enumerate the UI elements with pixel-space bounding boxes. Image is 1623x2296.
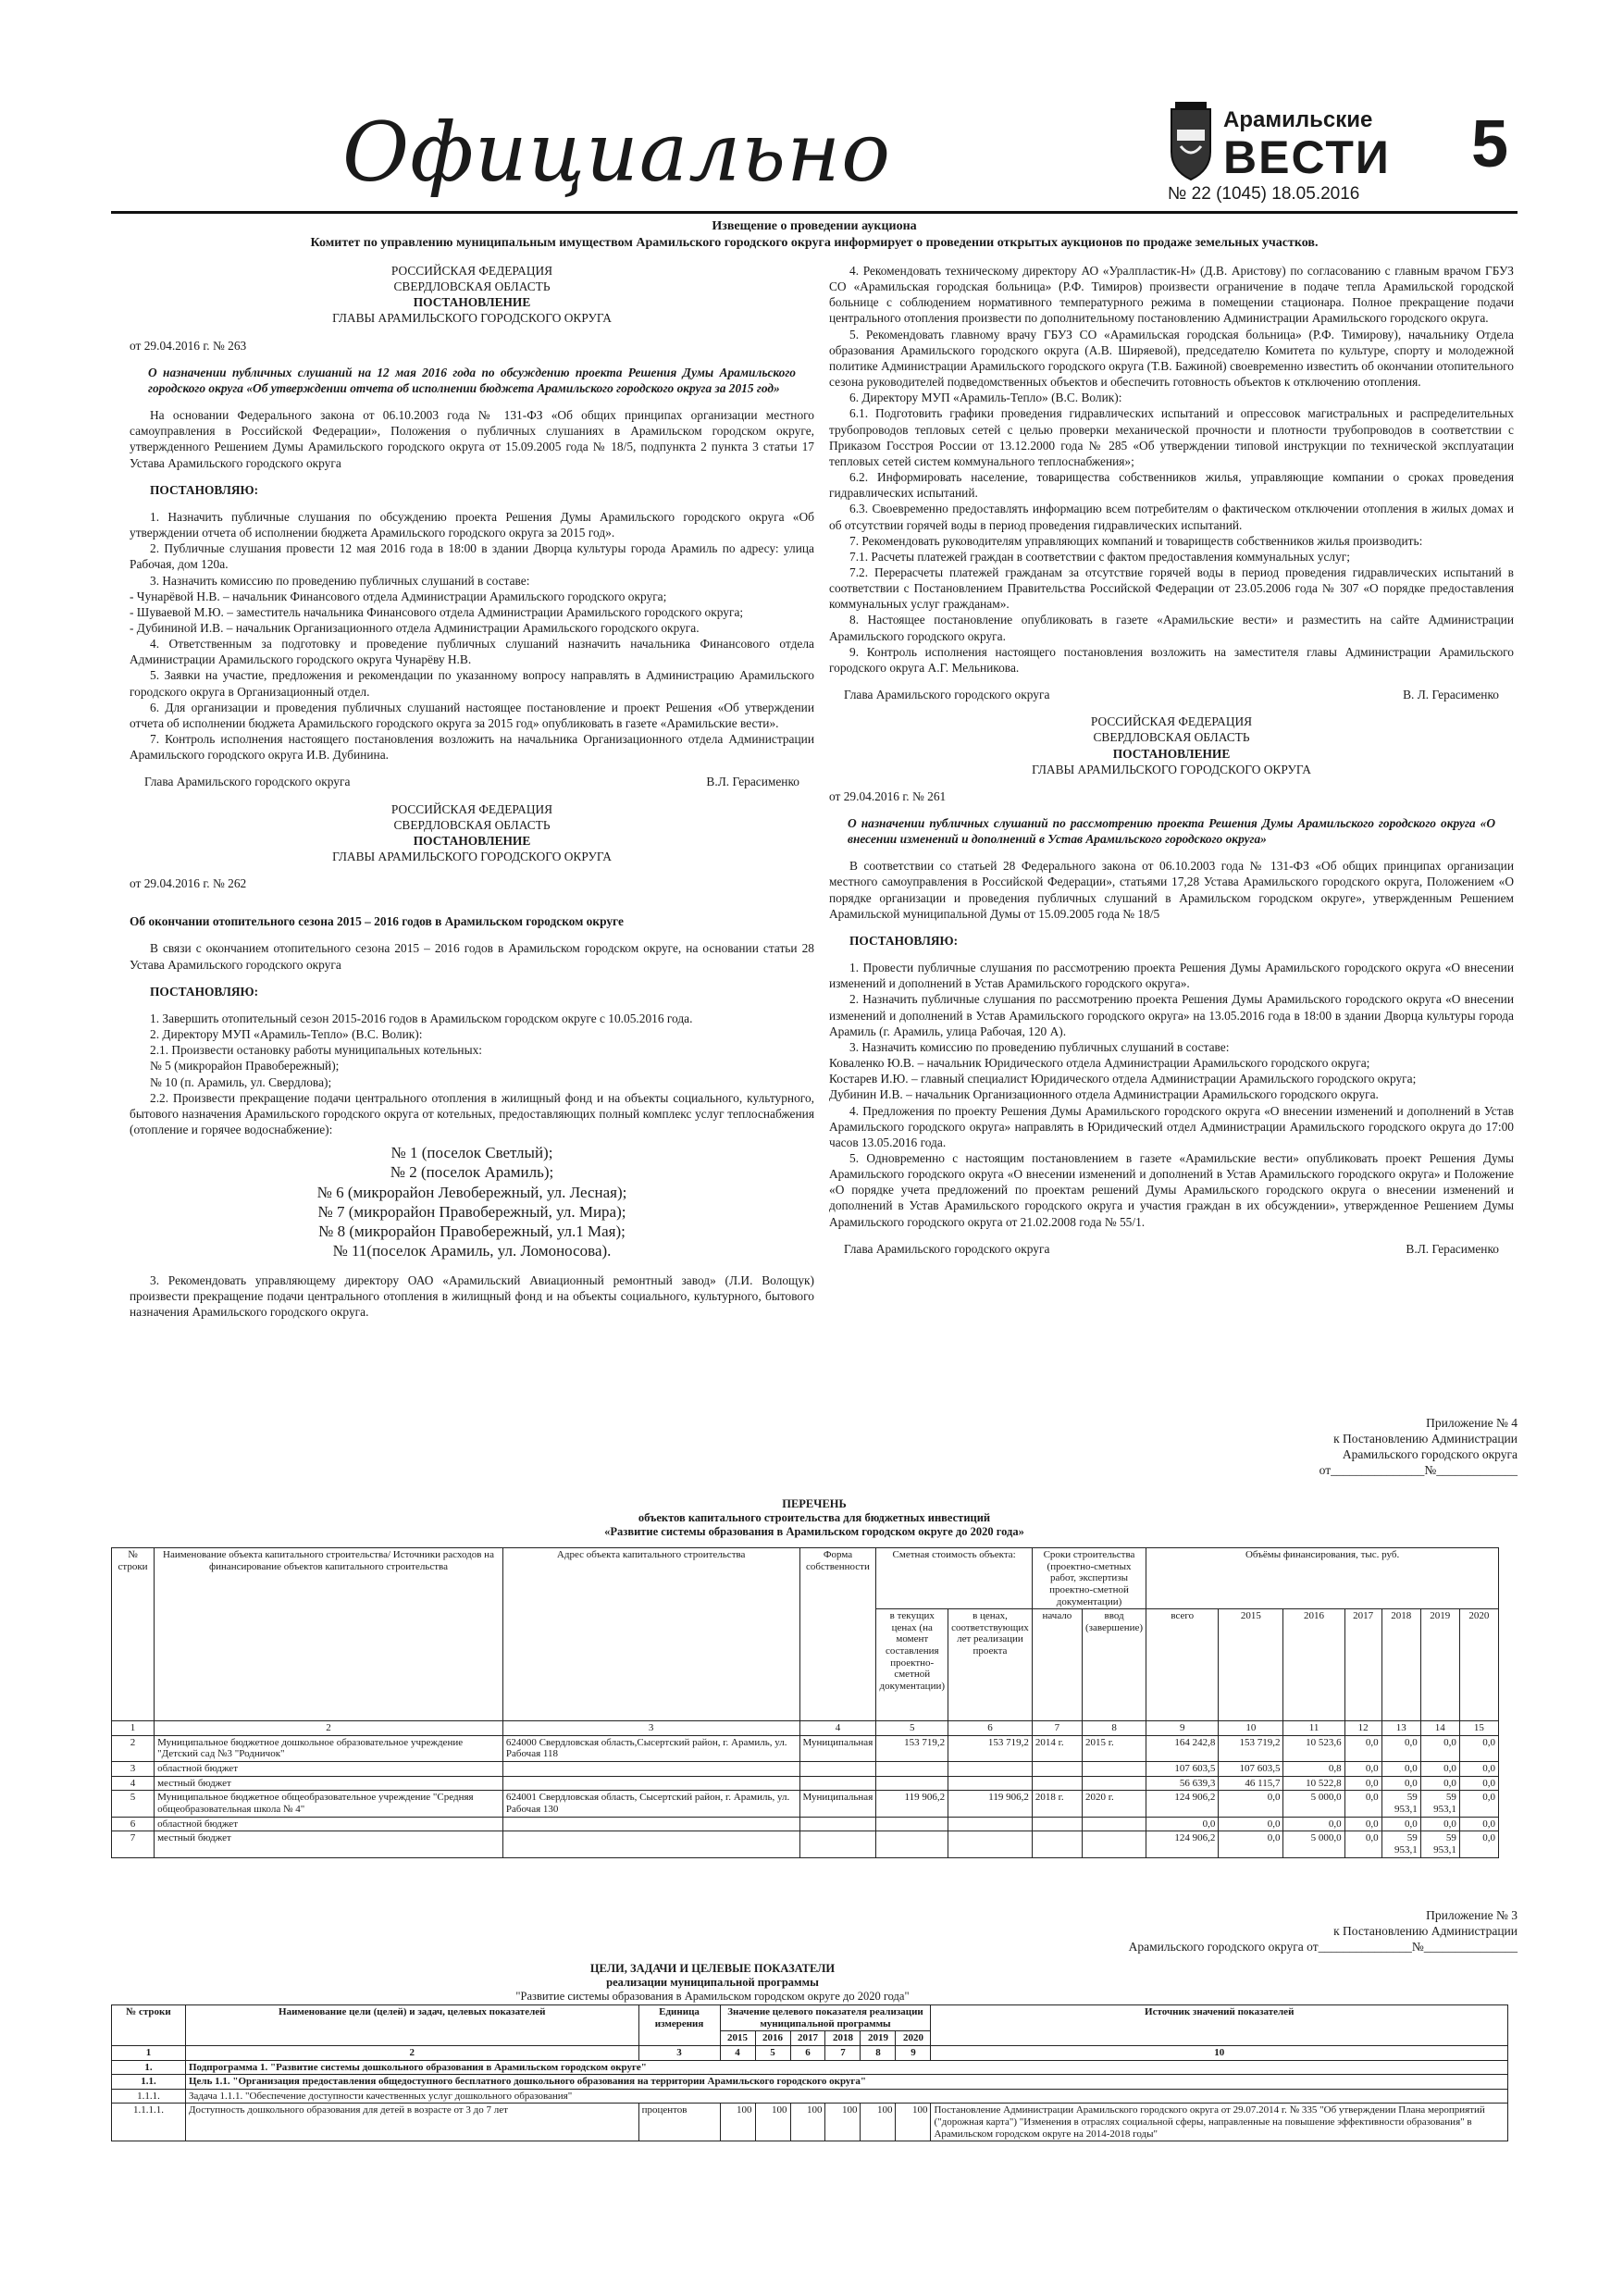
appendix-line: к Постановлению Администрации [1333,1431,1518,1446]
doc-item: 3. Назначить комиссию по проведению публичных слушаний в составе: [849,1039,1230,1054]
doc-item: 6.2. Информировать население, товарищества собственников жилья, управляющие компании о сроках проведения гидравлических испытаний. [829,470,1514,501]
signature-title: Глава Арамильского городского округа [844,1241,1050,1256]
column-number-row [112,1721,1499,1736]
boiler-item: № 6 (микрорайон Левобережный, ул. Лесная); [316,1183,627,1201]
doc-type-heading: ПОСТАНОВЛЕНИЕ [413,295,531,310]
col-header: Сметная стоимость объекта: [876,1548,1032,1609]
signature-title: Глава Арамильского городского округа [844,688,1050,702]
doc-item: 7. Рекомендовать руководителям управляющих компаний и товариществ собственников жилья производить: [849,533,1423,548]
table-cell: 0,0 [1219,1817,1283,1831]
doc-item: 7.2. Перерасчеты платежей гражданам за отсутствие горячей воды в период проведения гидравлических испытаний в соответствии с Постановлением Правительства Российской Федерации от 23.05.2006 года № 307 «О порядке предоставления коммунальных услуг гражданам». [829,565,1514,612]
table-cell [1082,1776,1146,1791]
table-cell: 107 603,5 [1219,1762,1283,1777]
col-number: 10 [931,2045,1508,2060]
table-title: ПЕРЕЧЕНЬ [782,1497,847,1510]
issuer-heading: ГЛАВЫ АРАМИЛЬСКОГО ГОРОДСКОГО ОКРУГА [332,850,612,863]
row-number: 1. [112,2060,186,2075]
table-cell [876,1817,948,1831]
table-cell: 10 523,6 [1283,1735,1344,1761]
row-number: 1.1.1.1. [112,2104,186,2141]
country-heading: РОССИЙСКАЯ ФЕДЕРАЦИЯ [390,264,553,278]
doc-262-header [130,801,814,865]
indicator-value: 100 [755,2104,790,2141]
table-cell: Муниципальная [799,1735,876,1761]
table-row [112,2060,1508,2075]
table-cell: 124 906,2 [1146,1831,1219,1857]
appendix-line: Арамильского городского округа [1342,1446,1518,1461]
table-cell: 0,0 [1420,1735,1459,1761]
region-heading: СВЕРДЛОВСКАЯ ОБЛАСТЬ [393,279,551,294]
row-number: 1.1. [112,2075,186,2090]
doc-item: 6.1. Подготовить графики проведения гидравлических испытаний и опрессовок магистральных и распределительных трубопроводов тепловых сетей с целью проверки механической прочности и плотности трубопроводов в соответствии с Приказом Госстроя России от 13.12.2000 года № 285 «Об утверждении типовой инструкции по технической эксплуатации тепловых сетей систем коммунального теплоснабжения»; [829,406,1514,468]
col-header: 2015 [720,2031,755,2046]
doc-type-heading: ПОСТАНОВЛЕНИЕ [413,833,531,848]
col-number: 5 [876,1721,948,1736]
col-number: 4 [799,1721,876,1736]
doc-preamble: В соответствии со статьей 28 Федерального закона от 06.10.2003 года № 131-ФЗ «Об общих принципах организации местного самоуправления в Российской Федерации», статьями 17,28 Устава Арамильского городского округа, Положением «О порядке организации и проведения публичных слушаний в Арамильском городском округе», утвержденным Решением Арамильской муниципальной Думы от 15.09.2005 года № 18/5 [829,859,1514,921]
table-cell: 153 719,2 [876,1735,948,1761]
indicator-name: Доступность дошкольного образования для детей в возрасте от 3 до 7 лет [185,2104,638,2141]
doc-item: 9. Контроль исполнения настоящего постановления возложить на заместителя главы Администрации Арамильского городского округа А.Г. Мельникова. [829,644,1514,675]
right-column [829,263,1514,1257]
doc-date: от 29.04.2016 г. № 261 [829,788,947,803]
doc-item: 1. Назначить публичные слушания по обсуждению проекта Решения Думы Арамильского городского округа «Об утверждении отчета об исполнении бюджета Арамильского городского округа за 2015 год». [130,509,814,540]
table-cell [1082,1817,1146,1831]
table-cell: 46 115,7 [1219,1776,1283,1791]
table-title: ЦЕЛИ, ЗАДАЧИ И ЦЕЛЕВЫЕ ПОКАЗАТЕЛИ [589,1962,836,1975]
table-cell [948,1831,1033,1857]
row-text: Цель 1.1. "Организация предоставления общедоступного бесплатного дошкольного образования на территории Арамильского городского округа" [185,2075,1507,2090]
appendix-line: Арамильского городского округа от_______________№_______________ [1128,1939,1518,1954]
col-header: Форма собственности [799,1548,876,1721]
table-cell: 0,0 [1344,1735,1381,1761]
doc-item: 5. Рекомендовать главному врачу ГБУЗ СО «Арамильская городская больница» (Р.Ф. Тимирову), начальнику Отдела образования Арамильского городского округа (А.В. Ширяевой), председателю Комитета по культуре, спорту и молодежной политике Администрации Арамильского городского округа (Т.В. Бажиной) своевременно известить об окончании отопительного сезона руководителей подведомственных объектов и обеспечить готовность объектов к отключению отопления. [829,327,1514,390]
table-subtitle: реализации муниципальной программы [606,1976,819,1989]
indicator-value: 100 [825,2104,861,2141]
col-number: 2 [155,1721,503,1736]
col-number: 6 [948,1721,1033,1736]
doc-item: № 10 (п. Арамиль, ул. Свердлова); [150,1074,332,1089]
row-number: 1.1.1. [112,2089,186,2104]
table-cell: 2020 г. [1082,1791,1146,1817]
table-cell: областной бюджет [155,1762,503,1777]
indicator-unit: процентов [638,2104,720,2141]
page-number: 5 [1471,107,1509,181]
table-cell: местный бюджет [155,1831,503,1857]
appendix-line: Приложение № 3 [1426,1908,1518,1922]
boiler-item: № 7 (микрорайон Правобережный, ул. Мира); [317,1202,626,1221]
table-cell: 59 953,1 [1420,1791,1459,1817]
doc-263-header [130,263,814,327]
table-cell [502,1762,799,1777]
auction-notice [111,218,1518,252]
table-row [112,2075,1508,2090]
doc-item: 1. Завершить отопительный сезон 2015-2016 годов в Арамильском городском округе с 10.05.2016 года. [150,1011,693,1025]
table-cell: 164 242,8 [1146,1735,1219,1761]
col-header: Адрес объекта капитального строительства [502,1548,799,1721]
col-number: 1 [112,2045,186,2060]
doc-item: 7.1. Расчеты платежей граждан в соответствии с фактом предоставления коммунальных услуг; [849,549,1350,564]
table-row [112,1831,1499,1857]
col-number: 7 [1032,1721,1082,1736]
table-subtitle: объектов капитального строительства для бюджетных инвестиций [638,1511,991,1524]
table-cell [876,1776,948,1791]
appendix-4-caption [1110,1416,1518,1479]
col-number: 1 [112,1721,155,1736]
col-number: 3 [638,2045,720,2060]
doc-preamble: В связи с окончанием отопительного сезона 2015 – 2016 годов в Арамильском городском округе, на основании статьи 28 Устава Арамильского городского округа [130,941,814,972]
col-header: Наименование объекта капитального строительства/ Источники расходов на финансирование объектов капитального строительства [155,1548,503,1721]
table-cell [1032,1817,1082,1831]
boiler-item: № 1 (поселок Светлый); [390,1144,553,1162]
table-cell: 5 [112,1791,155,1817]
table-cell: 0,0 [1381,1776,1420,1791]
col-header: 2018 [825,2031,861,2046]
decree-heading: ПОСТАНОВЛЯЮ: [150,984,259,999]
country-heading: РОССИЙСКАЯ ФЕДЕРАЦИЯ [390,801,553,816]
col-header: в текущих ценах (на момент составления проектно-сметной документации) [876,1609,948,1721]
appendix-line: Приложение № 4 [1426,1416,1518,1430]
table-cell: 0,0 [1459,1735,1498,1761]
doc-item: 5. Одновременно с настоящим постановлением в газете «Арамильские вести» опубликовать проект Решения Думы Арамильского городского округа «О внесении изменений и дополнений в Устав Арамильского городского округа» и Положение «О порядке учета предложений по проектам решений Думы Арамильского городского округа о внесении изменений и дополнений в Устав Арамильского городского округа и участия граждан в их обсуждении», утвержденное Решением Думы Арамильского городского округа от 21.02.2008 года № 55/1. [829,1150,1514,1229]
col-header: 2016 [755,2031,790,2046]
col-header: 2017 [790,2031,825,2046]
table-cell [1032,1831,1082,1857]
table-cell: 59 953,1 [1381,1791,1420,1817]
table-cell [948,1762,1033,1777]
table-row [112,1817,1499,1831]
table-cell: 0,8 [1283,1762,1344,1777]
table-cell: 0,0 [1459,1776,1498,1791]
table-cell [1082,1762,1146,1777]
notice-text: Комитет по управлению муниципальным имуществом Арамильского городского округа информирует о проведении открытых аукционов по продаже земельных участков. [310,236,1319,251]
notice-title: Извещение о проведении аукциона [712,219,917,233]
col-number: 11 [1283,1721,1344,1736]
table-cell [799,1776,876,1791]
table-cell: 0,0 [1344,1791,1381,1817]
col-number: 15 [1459,1721,1498,1736]
doc-item: 6.3. Своевременно предоставлять информацию всем потребителям о фактическом отключении отопления в жилых домах и об отсутствии горячей воды в период проведения гидравлических испытаний. [829,502,1514,532]
table-row [112,1791,1499,1817]
doc-subject: О назначении публичных слушаний на 12 мая 2016 года по обсуждению проекта Решения Думы Арамильского городского округа «Об утверждении отчета об исполнении бюджета Арамильского городского округа за 2015 год» [148,365,796,395]
doc-item: Дубинин И.В. – начальник Организационного отдела Администрации Арамильского городского округа. [829,1087,1379,1102]
appendix-3-caption [925,1908,1518,1955]
table-cell: 153 719,2 [948,1735,1033,1761]
doc-261-header [829,714,1514,777]
boiler-item: № 8 (микрорайон Правобережный, ул.1 Мая); [318,1222,626,1241]
col-header: всего [1146,1609,1219,1721]
doc-item: 3. Назначить комиссию по проведению публичных слушаний в составе: [150,573,530,588]
table-cell [502,1831,799,1857]
col-number: 8 [861,2045,896,2060]
table-cell: 624000 Свердловская область,Сысертский район, г. Арамиль, ул. Рабочая 118 [502,1735,799,1761]
col-number: 14 [1420,1721,1459,1736]
col-header: Сроки строительства (проектно-сметных работ, экспертизы проектно-сметной документации) [1032,1548,1146,1609]
doc-item: - Чунарëвой Н.В. – начальник Финансового отдела Администрации Арамильского городского округа; [130,589,667,603]
doc-item: 4. Ответственным за подготовку и проведение публичных слушаний назначить начальника Финансового отдела Администрации Арамильского городского округа Чунарëву Н.В. [130,637,814,667]
col-header: Значение целевого показателя реализации муниципальной программы [720,2005,931,2031]
logo-text-top: Арамильские [1223,107,1373,132]
signature-name: В.Л. Герасименко [1406,1241,1499,1256]
boiler-item: № 11(поселок Арамиль, ул. Ломоносова). [332,1242,612,1260]
left-column [130,263,814,1320]
region-heading: СВЕРДЛОВСКАЯ ОБЛАСТЬ [393,817,551,832]
doc-date: от 29.04.2016 г. № 263 [130,338,247,353]
table-cell: 124 906,2 [1146,1791,1219,1817]
table-cell: 119 906,2 [876,1791,948,1817]
table-cell [1032,1762,1082,1777]
col-header: 2015 [1219,1609,1283,1721]
col-number: 2 [185,2045,638,2060]
table-row [112,2104,1508,2141]
col-header: Источник значений показателей [931,2005,1508,2046]
doc-subject: О назначении публичных слушаний по рассмотрению проекта Решения Думы Арамильского городского округа «О внесении изменений и дополнений в Устав Арамильского городского округа» [848,816,1495,847]
signature-name: В.Л. Герасименко [706,775,799,789]
boiler-list [130,1143,814,1261]
table-cell: 2015 г. [1082,1735,1146,1761]
table-subtitle: «Развитие системы образования в Арамильском городском округе до 2020 года» [604,1525,1024,1538]
table-cell: 0,0 [1344,1831,1381,1857]
table-row [112,2089,1508,2104]
col-header: Объёмы финансирования, тыс. руб. [1146,1548,1499,1609]
table-subtitle: "Развитие системы образования в Арамильском городском округе до 2020 года" [515,1990,910,2003]
table-cell: 4 [112,1776,155,1791]
appendix-line: к Постановлению Администрации [1333,1923,1518,1938]
table-body [112,1735,1499,1857]
doc-item: 2.2. Произвести прекращение подачи центрального отопления в жилищный фонд и на объекты социального, культурного, бытового назначения Арамильского городского округа от котельных, предоставляющих полный комплекс услуг теплоснабжения (отопление и горячее водоснабжение): [130,1090,814,1137]
table-cell: 3 [112,1762,155,1777]
doc-date: от 29.04.2016 г. № 262 [130,876,247,891]
row-text: Задача 1.1.1. "Обеспечение доступности качественных услуг дошкольного образования" [185,2089,1507,2104]
table-cell: 0,0 [1459,1817,1498,1831]
table-cell: 2014 г. [1032,1735,1082,1761]
indicator-value: 100 [861,2104,896,2141]
doc-item: 8. Настоящее постановление опубликовать в газете «Арамильские вести» и разместить на сайте Администрации Арамильского городского округа. [829,613,1514,643]
table-cell: Муниципальное бюджетное общеобразовательное учреждение "Средняя общеобразовательная школа № 4" [155,1791,503,1817]
doc-item: Коваленко Ю.В. – начальник Юридического отдела Администрации Арамильского городского округа; [829,1056,1370,1071]
table-cell [1082,1831,1146,1857]
col-number: 8 [1082,1721,1146,1736]
indicator-value: 100 [720,2104,755,2141]
col-number: 13 [1381,1721,1420,1736]
table-cell: 10 522,8 [1283,1776,1344,1791]
col-number: 10 [1219,1721,1283,1736]
doc-item: 6. Для организации и проведения публичных слушаний настоящее постановление и проект Решения «Об утверждении отчета об исполнении бюджета Арамильского городского округа за 2015 год» опубликовать в газете «Арамильские вести». [130,700,814,730]
country-heading: РОССИЙСКАЯ ФЕДЕРАЦИЯ [1090,714,1253,729]
doc-item: - Дубининой И.В. – начальник Организационного отдела Администрации Арамильского городского округа. [130,620,700,635]
col-header: начало [1032,1609,1082,1721]
doc-item: Костарев И.Ю. – главный специалист Юридического отдела Администрации Арамильского городского округа; [829,1072,1417,1086]
indicator-source: Постановление Администрации Арамильского городского округа от 29.07.2014 г. № 335 "Об утверждении Плана мероприятий ("дорожная карта") "Изменения в отраслях социальной сферы, направленные на повышение эффективности образования" в Арамильском городском округе на 2014-2018 годы" [931,2104,1508,2141]
table-cell [799,1831,876,1857]
doc-item: 6. Директору МУП «Арамиль-Тепло» (В.С. Волик): [849,391,1122,405]
col-number: 12 [1344,1721,1381,1736]
issuer-heading: ГЛАВЫ АРАМИЛЬСКОГО ГОРОДСКОГО ОКРУГА [1032,762,1311,776]
col-header: Наименование цели (целей) и задач, целевых показателей [185,2005,638,2046]
table-cell: 5 000,0 [1283,1831,1344,1857]
doc-item: 2.1. Произвести остановку работы муниципальных котельных: [150,1043,482,1058]
decree-heading: ПОСТАНОВЛЯЮ: [849,933,959,948]
city-emblem-icon [1168,102,1214,181]
doc-item: 7. Контроль исполнения настоящего постановления возложить на начальника Организационного отдела Администрации Арамильского городского округа И.В. Дубинина. [130,732,814,763]
table-row [112,1762,1499,1777]
table-cell: 2018 г. [1032,1791,1082,1817]
table-cell [502,1776,799,1791]
col-header: в ценах, соответствующих лет реализации проекта [948,1609,1033,1721]
table-cell: 0,0 [1344,1817,1381,1831]
table-cell: 0,0 [1381,1817,1420,1831]
col-header: 2020 [1459,1609,1498,1721]
doc-item: 4. Рекомендовать техническому директору АО «Уралпластик-Н» (Д.В. Аристову) по согласованию с главным врачом ГБУЗ СО «Арамильская городская больница» (Р.Ф. Тимиров) произвести ограничение в подаче тепла Арамильской городской больнице с соблюдением нормативного температурного режима в помещении стационара. Полное прекращение подачи центрального отопления произвести по дополнительному постановлению Администрации Арамильского городского округа. [829,264,1514,326]
table-cell: 56 639,3 [1146,1776,1219,1791]
indicator-value: 100 [790,2104,825,2141]
col-number: 6 [790,2045,825,2060]
doc-type-heading: ПОСТАНОВЛЕНИЕ [1112,746,1231,761]
col-header: № строки [112,1548,155,1721]
table-cell: 0,0 [1146,1817,1219,1831]
col-header: 2016 [1283,1609,1344,1721]
signature-name: В. Л. Герасименко [1403,688,1499,702]
header-rule [111,211,1518,214]
doc-item: 5. Заявки на участие, предложения и рекомендации по указанному вопросу направлять в Администрацию Арамильского городского округа в Организационный отдел. [130,668,814,699]
doc-item: 2. Директору МУП «Арамиль-Тепло» (В.С. Волик): [150,1027,423,1042]
signature-row [130,774,814,789]
table-cell: 624001 Свердловская область, Сысертский район, г. Арамиль, ул. Рабочая 130 [502,1791,799,1817]
table-cell: 0,0 [1283,1817,1344,1831]
col-header: ввод (завершение) [1082,1609,1146,1721]
doc-subject: Об окончании отопительного сезона 2015 – 2016 годов в Арамильском городском округе [130,914,624,929]
row-text: Подпрограмма 1. "Развитие системы дошкольного образования в Арамильском городском округе" [185,2060,1507,2075]
issuer-heading: ГЛАВЫ АРАМИЛЬСКОГО ГОРОДСКОГО ОКРУГА [332,311,612,326]
newspaper-logo [1168,100,1391,183]
table-cell: 6 [112,1817,155,1831]
col-number: 9 [896,2045,931,2060]
indicator-value: 100 [896,2104,931,2141]
table-cell [948,1776,1033,1791]
doc-item: № 5 (микрорайон Правобережный); [150,1059,340,1074]
doc-item: - Шуваевой М.Ю. – заместитель начальника Финансового отдела Администрации Арамильского городского округа; [130,604,744,619]
table-cell: 2 [112,1735,155,1761]
table-cell: 0,0 [1219,1791,1283,1817]
table-row [112,1735,1499,1761]
issue-number: № 22 (1045) 18.05.2016 [1168,184,1360,204]
table-cell: 153 719,2 [1219,1735,1283,1761]
logo-text-bottom: ВЕСТИ [1223,131,1391,183]
table-cell: 0,0 [1344,1776,1381,1791]
table-row [112,1776,1499,1791]
doc-item: 2. Назначить публичные слушания по рассмотрению проекта Решения Думы Арамильского городского округа «О внесении изменений и дополнений в Устав Арамильского городского округа» на 13.05.2016 года в 18:00 в здании Дворца культуры города Арамиль (г. Арамиль, улица Рабочая, 120 А). [829,992,1514,1038]
signature-title: Глава Арамильского городского округа [144,775,351,789]
table-cell: 0,0 [1459,1791,1498,1817]
table-cell: 0,0 [1344,1762,1381,1777]
section-title: Официально [342,105,892,200]
table-cell: 0,0 [1219,1831,1283,1857]
signature-row [829,687,1514,702]
table-cell: Муниципальное бюджетное дошкольное образовательное учреждение "Детский сад №3 "Родничок" [155,1735,503,1761]
table-cell: 107 603,5 [1146,1762,1219,1777]
table-cell [799,1817,876,1831]
doc-item: 4. Предложения по проекту Решения Думы Арамильского городского округа «О внесении изменений и дополнений в Устав Арамильского городского округа» направлять в Юридический отдел Администрации Арамильского городского округа до 17:00 часов 13.05.2016 года. [829,1103,1514,1149]
table-cell: 0,0 [1459,1831,1498,1857]
appendix-4-title [111,1497,1518,1539]
col-number: 5 [755,2045,790,2060]
decree-heading: ПОСТАНОВЛЯЮ: [150,482,259,497]
table-cell: 0,0 [1420,1776,1459,1791]
table-cell [876,1831,948,1857]
column-number-row [112,2045,1508,2060]
doc-item: 3. Рекомендовать управляющему директору ОАО «Арамильский Авиационный ремонтный завод» (Л.И. Волощук) произвести прекращение подачи центрального отопления в жилищный фонд и на объекты социального, культурного, бытового назначения Арамильского городского округа. [130,1272,814,1319]
signature-row [829,1241,1514,1257]
col-header: 2020 [896,2031,931,2046]
table-cell: 0,0 [1420,1762,1459,1777]
table-cell: 119 906,2 [948,1791,1033,1817]
table-cell: 0,0 [1420,1817,1459,1831]
appendix-line: от_______________№_____________ [1319,1462,1518,1477]
table-cell: 7 [112,1831,155,1857]
table-cell: местный бюджет [155,1776,503,1791]
col-number: 9 [1146,1721,1219,1736]
col-header: Единица измерения [638,2005,720,2046]
boiler-item: № 2 (поселок Арамиль); [390,1163,554,1182]
table-cell: областной бюджет [155,1817,503,1831]
col-header: 2019 [861,2031,896,2046]
table-cell: 5 000,0 [1283,1791,1344,1817]
table-cell [948,1817,1033,1831]
table-cell: Муниципальная [799,1791,876,1817]
table-cell [876,1762,948,1777]
region-heading: СВЕРДЛОВСКАЯ ОБЛАСТЬ [1093,730,1250,745]
col-number: 7 [825,2045,861,2060]
col-number: 3 [502,1721,799,1736]
col-number: 4 [720,2045,755,2060]
doc-preamble: На основании Федерального закона от 06.10.2003 года № 131-ФЗ «Об общих принципах организации местного самоуправления в Российской Федерации», Положения о публичных слушаниях в Арамильском городском округе, утвержденного Решением Думы Арамильского городского округа от 15.09.2005 года № 18/5, подпункта 2 пункта 3 статьи 17 Устава Арамильского городского округа [130,408,814,470]
doc-item: 2. Публичные слушания провести 12 мая 2016 года в 18:00 в здании Дворца культуры города Арамиль по адресу: улица Рабочая, дом 120а. [130,541,814,572]
targets-table [111,2004,1508,2141]
table-cell: 0,0 [1381,1735,1420,1761]
table-cell [502,1817,799,1831]
table-cell [799,1762,876,1777]
col-header: № строки [112,2005,186,2046]
table-cell [1032,1776,1082,1791]
table-cell: 59 953,1 [1381,1831,1420,1857]
table-cell: 0,0 [1381,1762,1420,1777]
col-header: 2017 [1344,1609,1381,1721]
capital-objects-table [111,1547,1499,1858]
col-header: 2019 [1420,1609,1459,1721]
doc-item: 1. Провести публичные слушания по рассмотрению проекта Решения Думы Арамильского городского округа «О внесении изменений и дополнений в Устав Арамильского городского округа». [829,961,1514,991]
table-cell: 0,0 [1459,1762,1498,1777]
table-cell: 59 953,1 [1420,1831,1459,1857]
col-header: 2018 [1381,1609,1420,1721]
appendix-3-title [111,1962,1314,2004]
